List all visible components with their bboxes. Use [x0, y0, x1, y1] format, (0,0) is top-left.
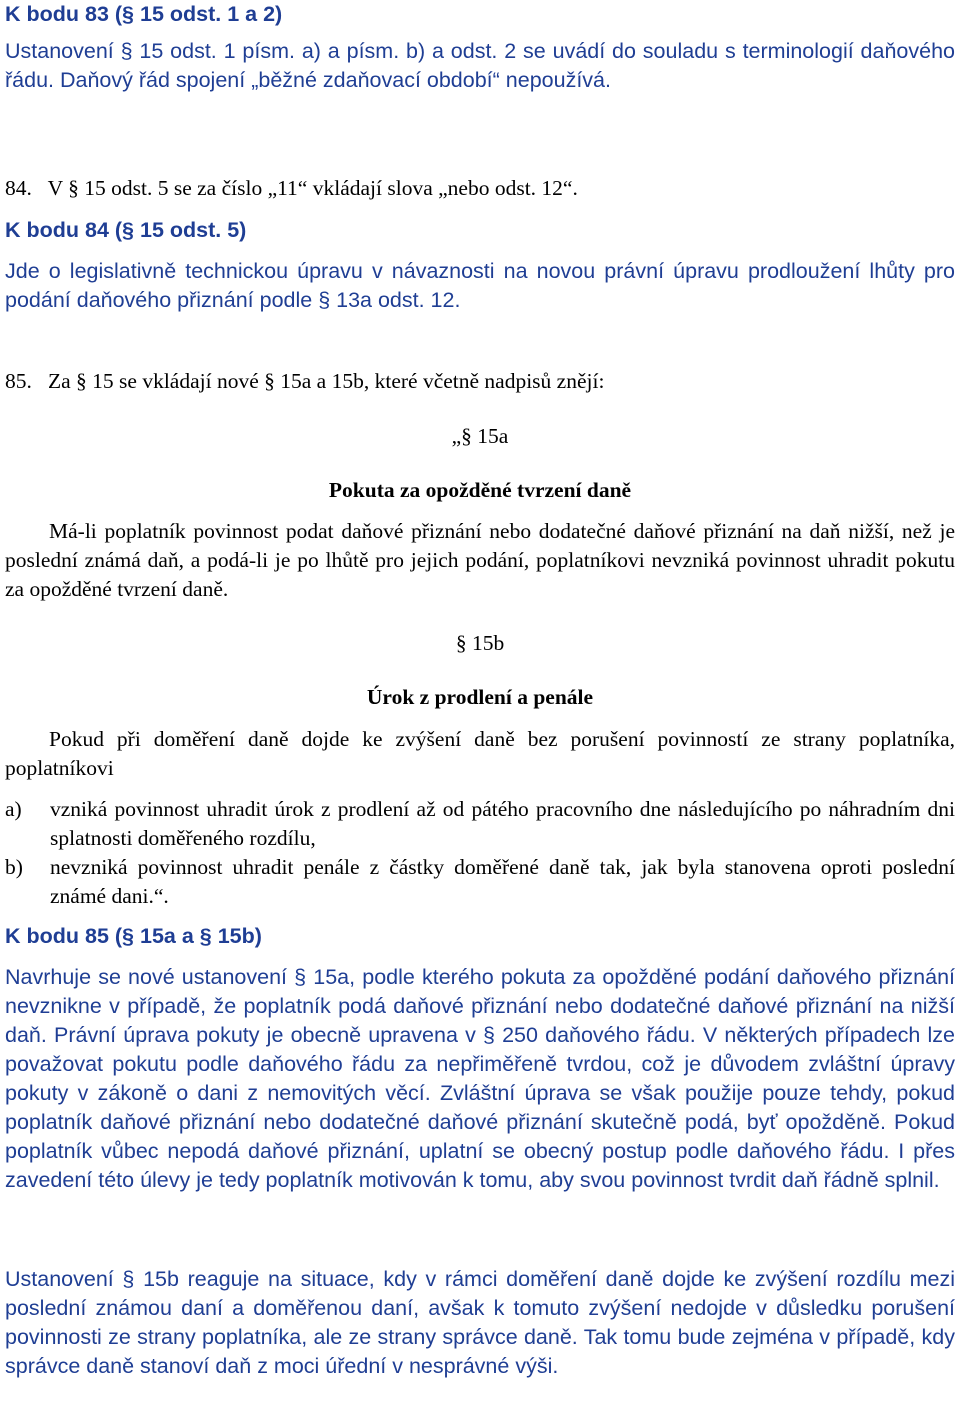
section-15a-title: „§ 15a — [451, 424, 509, 448]
section-15b-heading: Úrok z prodlení a penále — [366, 685, 594, 709]
list-item-label: a) — [5, 797, 22, 821]
paragraph-k-bodu-83: Ustanovení § 15 odst. 1 písm. a) a písm. b) a odst. 2 se uvádí do souladu s terminologií daňového řádu. Daňový řád spojení „běžné zdaňovací období“ nepoužívá. — [5, 39, 955, 92]
section-15b-title: § 15b — [455, 631, 505, 655]
heading-k-bodu-84: K bodu 84 (§ 15 odst. 5) — [5, 218, 247, 242]
paragraph-k-bodu-85-second: Ustanovení § 15b reaguje na situace, kdy v rámci doměření daně dojde ke zvýšení rozdílu mezi poslední známou daní a doměřenou daní, avšak k tomuto zvýšení nedojde v důsledku porušení povinnosti ze strany poplatníka, ale ze strany správce daně. Tak tomu bude zejména v případě, kdy správce daně stanoví daň z moci úřední v nesprávné výši. — [5, 1267, 955, 1378]
heading-k-bodu-83: K bodu 83 (§ 15 odst. 1 a 2) — [5, 2, 283, 26]
section-15a-heading: Pokuta za opožděné tvrzení daně — [328, 478, 632, 502]
list-item-text: nevzniká povinnost uhradit penále z částky doměřené daně tak, jak byla stanovena oproti poslední známé dani.“. — [50, 855, 955, 908]
section-15a-text: Má-li poplatník povinnost podat daňové přiznání nebo dodatečné daňové přiznání na daň nižší, než je poslední známá daň, a podá-li je po lhůtě pro jejich podání, poplatníkovi nevzniká povinnost uhradit pokutu za opožděné tvrzení daně. — [5, 519, 955, 601]
section-15b-text: Pokud při doměření daně dojde ke zvýšení daně bez porušení povinností ze strany poplatníka, poplatníkovi — [5, 727, 955, 780]
amendment-point-84: 84. V § 15 odst. 5 se za číslo „11“ vkládají slova „nebo odst. 12“. — [5, 176, 578, 200]
list-item-label: b) — [5, 855, 23, 879]
paragraph-k-bodu-84: Jde o legislativně technickou úpravu v návaznosti na novou právní úpravu prodloužení lhůty pro podání daňového přiznání podle § 13a odst. 12. — [5, 259, 955, 312]
amendment-point-85: 85. Za § 15 se vkládají nové § 15a a 15b, které včetně nadpisů znějí: — [5, 369, 605, 393]
heading-k-bodu-85: K bodu 85 (§ 15a a § 15b) — [5, 924, 262, 948]
list-item-text: vzniká povinnost uhradit úrok z prodlení až od pátého pracovního dne následujícího po náhradním dni splatnosti doměřeného rozdílu, — [50, 797, 955, 850]
paragraph-k-bodu-85-first: Navrhuje se nové ustanovení § 15a, podle kterého pokuta za opožděné podání daňového přiznání nevznikne v případě, že poplatník podá daňové přiznání nebo dodatečné daňové přiznání na nižší daň. Právní úprava pokuty je obecně upravena v § 250 daňového řádu. V některých případech lze považovat pokutu podle daňového řádu za nepřiměřeně tvrdou, což je důvodem zvláštní úpravy pokuty v zákoně o dani z nemovitých věcí. Zvláštní úprava se však použije pouze tehdy, pokud poplatník daňové přiznání nebo dodatečné daňové přiznání skutečně podá, byť opožděně. Pokud poplatník vůbec nepodá daňové přiznání, uplatní se obecný postup podle daňového řádu. I přes zavedení této úlevy je tedy poplatník motivován k tomu, aby svou povinnost tvrdit daň řádně splnil. — [5, 965, 955, 1192]
